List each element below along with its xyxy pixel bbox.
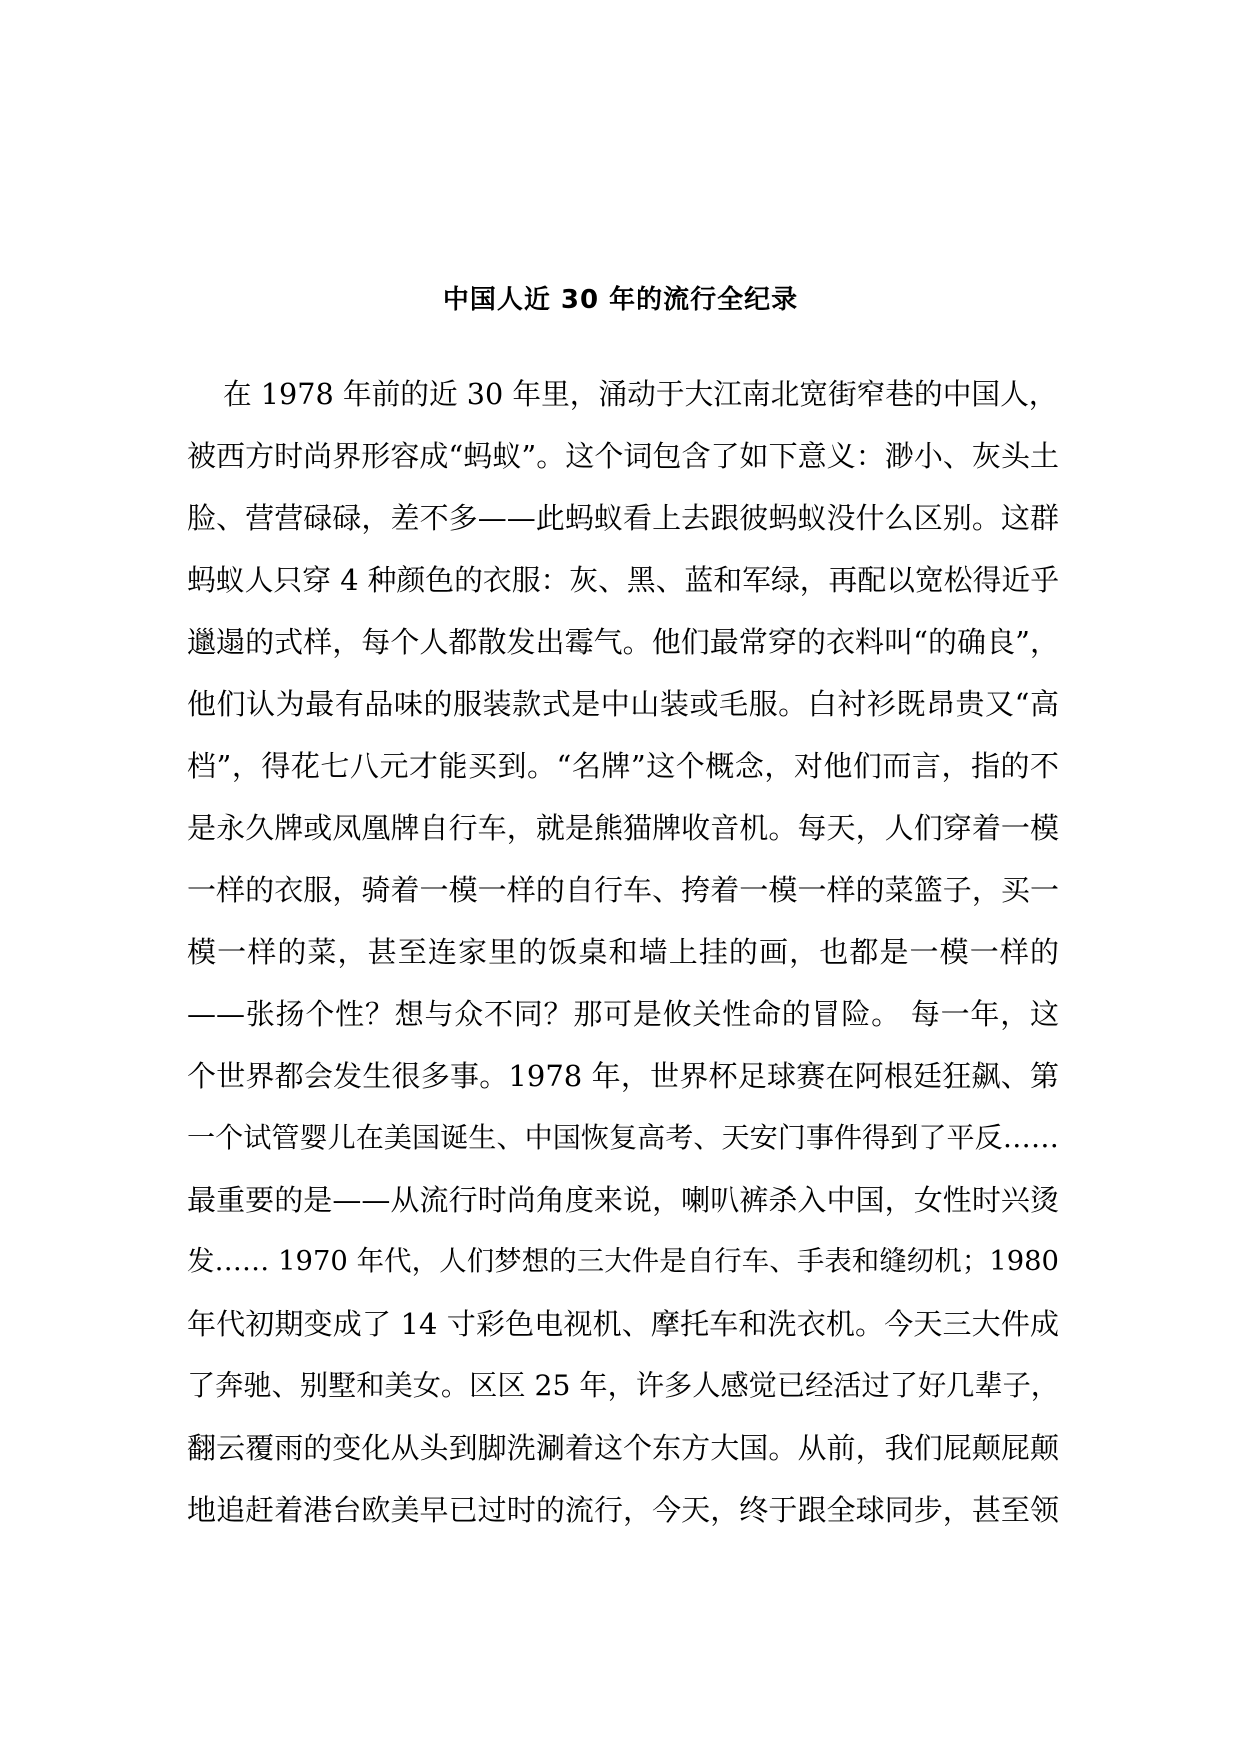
body-line: 脸、营营碌碌，差不多——此蚂蚁看上去跟彼蚂蚁没什么区别。这群 xyxy=(187,501,1059,535)
body-line: 蚂蚁人只穿 4 种颜色的衣服：灰、黑、蓝和军绿，再配以宽松得近乎 xyxy=(187,563,1059,597)
body-line: 是永久牌或凤凰牌自行车，就是熊猫牌收音机。每天，人们穿着一模 xyxy=(187,811,1059,845)
body-line: 一个试管婴儿在美国诞生、中国恢复高考、天安门事件得到了平反…… xyxy=(187,1121,1059,1154)
body-line: ——张扬个性？想与众不同？那可是攸关性命的冒险。 每一年，这 xyxy=(187,997,1059,1031)
body-line: 一样的衣服，骑着一模一样的自行车、挎着一模一样的菜篮子，买一 xyxy=(187,873,1059,907)
document-title: 中国人近 30 年的流行全纪录 xyxy=(442,285,799,315)
body-line: 邋遢的式样，每个人都散发出霉气。他们最常穿的衣料叫“的确良”， xyxy=(187,625,1059,659)
body-line: 模一样的菜，甚至连家里的饭桌和墙上挂的画，也都是一模一样的 xyxy=(187,935,1059,969)
body-line: 他们认为最有品味的服装款式是中山装或毛服。白衬衫既昂贵又“高 xyxy=(187,687,1059,721)
body-line: 最重要的是——从流行时尚角度来说，喇叭裤杀入中国，女性时兴烫 xyxy=(187,1183,1059,1217)
body-line: 翻云覆雨的变化从头到脚洗涮着这个东方大国。从前，我们屁颠屁颠 xyxy=(187,1431,1059,1465)
body-line: 被西方时尚界形容成“蚂蚁”。这个词包含了如下意义：渺小、灰头土 xyxy=(187,439,1059,473)
body-line: 档”，得花七八元才能买到。“名牌”这个概念，对他们而言，指的不 xyxy=(187,749,1059,783)
body-line: 年代初期变成了 14 寸彩色电视机、摩托车和洗衣机。今天三大件成 xyxy=(187,1307,1059,1341)
body-line: 在 1978 年前的近 30 年里，涌动于大江南北宽街窄巷的中国人， xyxy=(223,377,1058,411)
body-line: 地追赶着港台欧美早已过时的流行，今天，终于跟全球同步，甚至领 xyxy=(187,1493,1059,1527)
body-line: 发…… 1970 年代，人们梦想的三大件是自行车、手表和缝纫机；1980 xyxy=(187,1246,1059,1277)
body-line: 个世界都会发生很多事。1978 年，世界杯足球赛在阿根廷狂飙、第 xyxy=(187,1059,1059,1093)
body-line: 了奔驰、别墅和美女。区区 25 年，许多人感觉已经活过了好几辈子， xyxy=(187,1369,1059,1402)
